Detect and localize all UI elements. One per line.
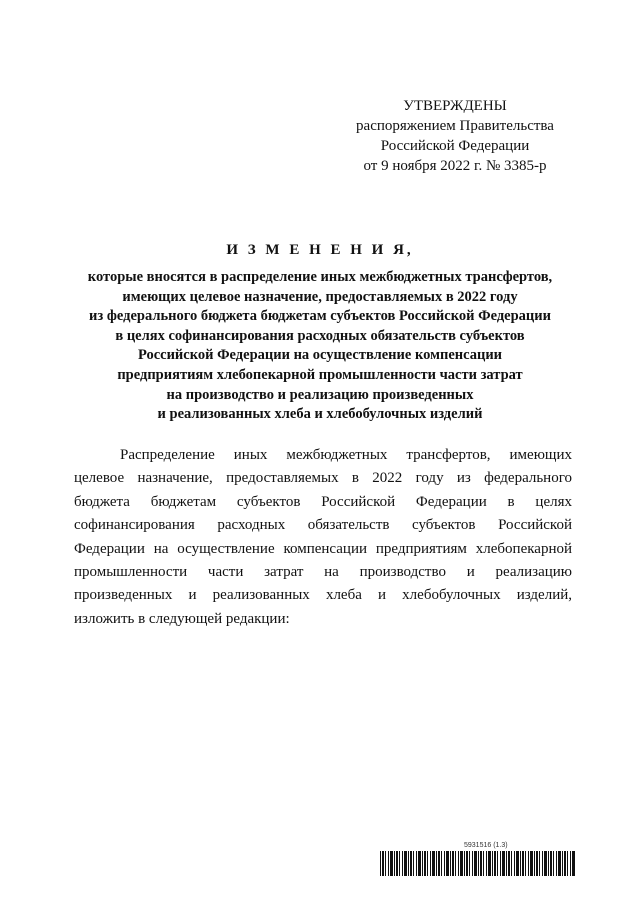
subtitle-line: Российской Федерации на осуществление компенсации (137, 347, 503, 364)
document-title: И З М Е Н Е Н И Я, (226, 242, 414, 258)
body-line: целевое назначение, предоставляемых в 2022 году из федерального (74, 470, 572, 487)
body-line: Распределение иных межбюджетных трансфертов, имеющих (120, 447, 572, 463)
barcode (380, 851, 576, 876)
body-line: изложить в следующей редакции: (74, 610, 290, 627)
body-line: промышленности части затрат на производство и реализацию (74, 564, 572, 581)
body-line: бюджета бюджетам субъектов Российской Федерации в целях (74, 493, 572, 510)
approval-line: распоряжением Правительства (356, 118, 554, 134)
body-paragraph (74, 444, 572, 631)
body-line: произведенных и реализованных хлеба и хлебобулочных изделий, (74, 587, 572, 604)
approval-line: от 9 ноября 2022 г. № 3385-р (363, 158, 547, 174)
subtitle-line: в целях софинансирования расходных обязательств субъектов (115, 327, 525, 344)
subtitle-line: на производство и реализацию произведенных (166, 386, 474, 403)
approval-block (330, 96, 580, 176)
subtitle-line: и реализованных хлеба и хлебобулочных изделий (157, 406, 483, 423)
body-line: Федерации на осуществление компенсации предприятиям хлебопекарной (74, 540, 572, 557)
document-stamp (380, 842, 576, 876)
approval-heading: УТВЕРЖДЕНЫ (403, 98, 507, 114)
subtitle-line: имеющих целевое назначение, предоставляемых в 2022 году (122, 288, 518, 305)
stamp-code: 5931516 (1.3) (464, 842, 508, 849)
body-line: софинансирования расходных обязательств субъектов Российской (74, 517, 572, 534)
approval-line: Российской Федерации (380, 138, 530, 154)
title-block (60, 240, 580, 425)
subtitle-line: из федерального бюджета бюджетам субъектов Российской Федерации (89, 308, 551, 325)
subtitle-line: которые вносятся в распределение иных межбюджетных трансфертов, (87, 269, 553, 285)
subtitle-line: предприятиям хлебопекарной промышленности части затрат (117, 366, 523, 383)
